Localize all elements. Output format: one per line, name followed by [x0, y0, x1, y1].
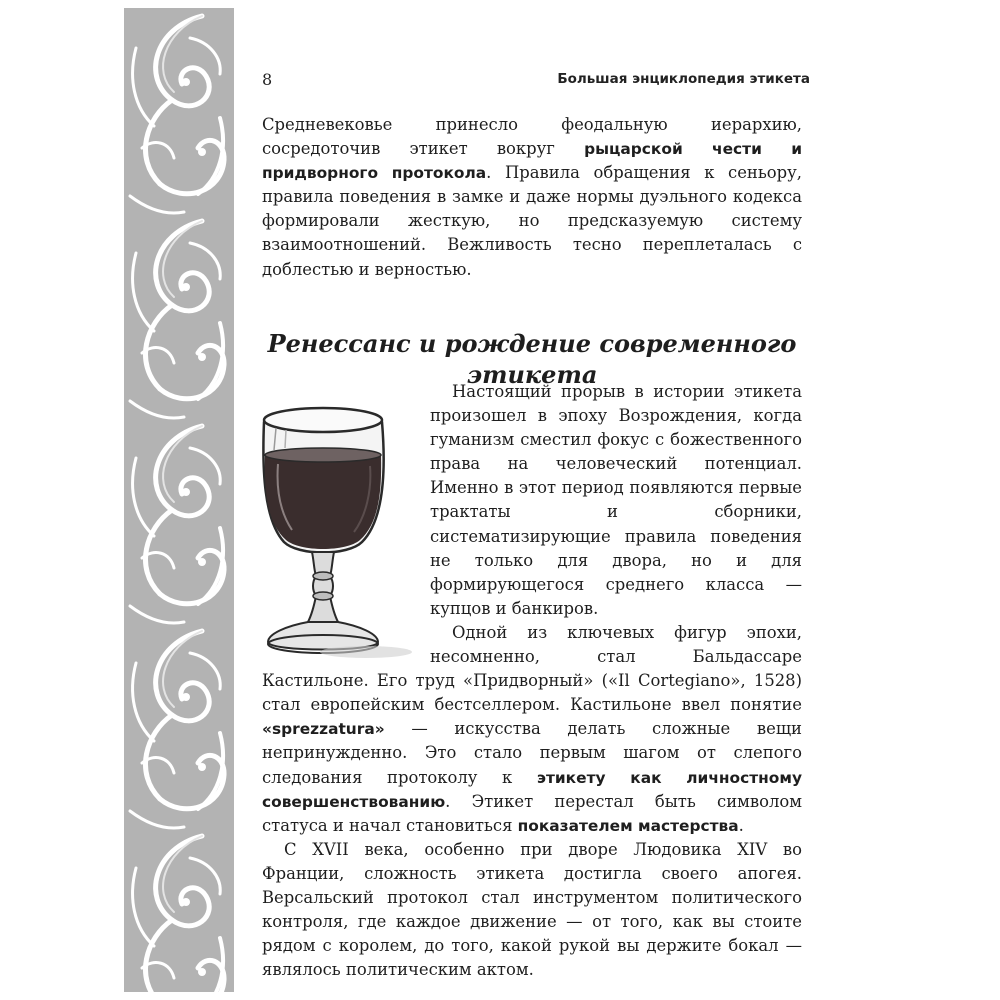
running-title: Большая энциклопедия этикета: [557, 71, 810, 87]
paragraph-text: Средневековье принесло феодальную иерархию, сосредоточив этикет вокруг: [262, 115, 802, 159]
heading-line: Ренессанс и рождение современного: [267, 328, 797, 358]
bold-phrase: «sprezzatura»: [262, 720, 385, 739]
page-number: 8: [262, 70, 273, 89]
paragraph-text: Одной из ключевых фигур эпохи, несомненно, стал Бальдассаре Кастильоне. Его труд «Придворный» («Il Cortegiano», 1528) стал европейским бестселлером. Кастильоне ввел понятие: [262, 622, 802, 715]
section-body: [262, 380, 802, 982]
page-header: [262, 70, 810, 94]
paragraph-text: — искусства делать сложные вещи непринужденно. Это стало первым шагом от слепого следования протоколу к: [262, 719, 802, 787]
paragraph-text: .: [738, 815, 744, 835]
paragraph-versailles: С XVII века, особенно при дворе Людовика XIV во Франции, сложность этикета достигла своего апогея. Версальский протокол стал инструментом политического контроля, где каждое движение — от того, как вы стоите рядом с королем, до того, какой рукой вы держите бокал — являлось политическим актом.: [262, 839, 802, 980]
paragraph-renaissance: Настоящий прорыв в истории этикета произошел в эпоху Возрождения, когда гуманизм сместил фокус с божественного права на человеческий потенциал. Именно в этот период появляются первые трактаты и сборники, систематизирующие правила поведения не только для двора, но и для формирующегося среднего класса — купцов и банкиров.: [430, 382, 802, 618]
paragraph-medieval: [262, 113, 802, 282]
baroque-acanthus-ornament-icon: [124, 8, 234, 992]
bold-phrase: рыцарской чести и придворного протокола: [262, 140, 802, 183]
paragraph-text: . Этикет перестал быть символом статуса и начал становиться: [262, 791, 802, 835]
bold-phrase: показателем мастерства: [517, 816, 739, 835]
illustration-float-space: [262, 380, 430, 662]
paragraph-text: . Правила обращения к сеньору, правила поведения в замке и даже нормы дуэльного кодекса формировали жесткую, но предсказуемую систему взаимоотношений. Вежливость тесно переплеталась с доблестью и верностью.: [262, 163, 802, 279]
bold-phrase: этикету как личностному совершенствованию: [262, 768, 802, 811]
heading-line: этикета: [466, 359, 598, 389]
